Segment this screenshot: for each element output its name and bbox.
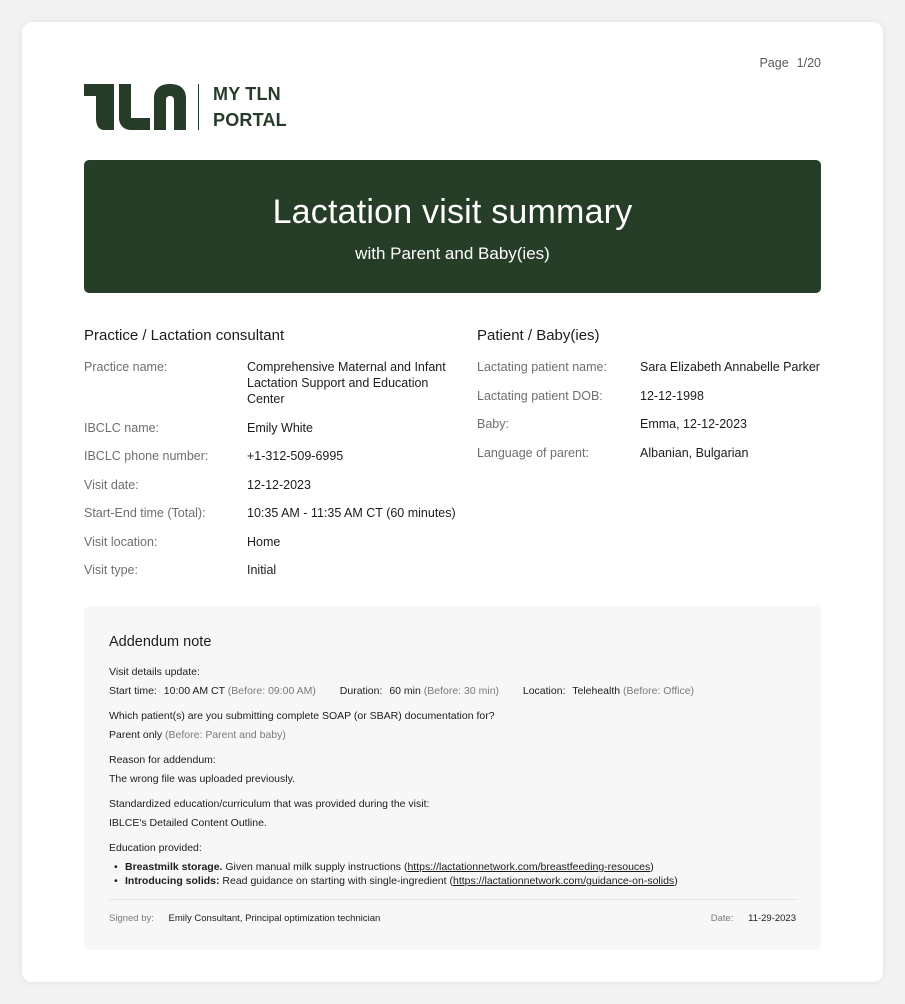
- curriculum-block: [109, 797, 799, 830]
- visit-update-label: Visit details update:: [109, 666, 200, 678]
- start-time-value: 10:00 AM CT: [163, 685, 225, 697]
- education-text: Read guidance on starting with single-ingredient: [222, 875, 447, 887]
- signed-date: [711, 913, 796, 924]
- field-label: Visit location:: [84, 534, 158, 549]
- field-label: Visit type:: [84, 563, 138, 577]
- field-row: [477, 359, 827, 375]
- location-value: Telehealth: [572, 685, 621, 697]
- portal-wordmark: [213, 81, 287, 133]
- field-value: Comprehensive Maternal and Infant Lactation Support and Education Center: [247, 360, 446, 406]
- signed-by: [109, 913, 380, 924]
- location-before: (Before: Office): [623, 685, 695, 697]
- field-label: Baby:: [477, 417, 509, 431]
- field-row: [84, 477, 464, 493]
- page-title: Lactation visit summary: [272, 193, 633, 231]
- duration-label: Duration:: [339, 685, 383, 697]
- summary-page: [22, 22, 883, 982]
- patients-label: Which patient(s) are you submitting complete SOAP (or SBAR) documentation for?: [109, 710, 495, 722]
- visit-update-values: [109, 684, 799, 698]
- curriculum-value: IBLCE's Detailed Content Outline.: [109, 817, 267, 829]
- addendum-body: [109, 665, 799, 899]
- patient-heading: Patient / Baby(ies): [477, 327, 600, 344]
- field-row: [84, 448, 464, 464]
- education-topic: Breastmilk storage.: [125, 861, 223, 873]
- page-subtitle: with Parent and Baby(ies): [355, 244, 550, 263]
- practice-heading: Practice / Lactation consultant: [84, 327, 285, 344]
- signed-date-value: 11-29-2023: [748, 913, 796, 924]
- logo-divider: [198, 84, 199, 130]
- education-link[interactable]: https://lactationnetwork.com/guidance-on-solids: [452, 875, 675, 887]
- education-link[interactable]: https://lactationnetwork.com/breastfeeding-resouces: [407, 861, 651, 873]
- field-row: [477, 388, 827, 404]
- start-time-before: (Before: 09:00 AM): [227, 685, 316, 697]
- signed-by-value: Emily Consultant, Principal optimization technician: [168, 913, 381, 924]
- field-row: [84, 359, 464, 407]
- field-label: IBCLC phone number:: [84, 449, 209, 463]
- field-value: 10:35 AM - 11:35 AM CT (60 minutes): [247, 506, 456, 520]
- field-row: [84, 562, 464, 578]
- field-row: [84, 420, 464, 436]
- patients-values: [109, 728, 799, 742]
- page-number: 1/20: [796, 56, 821, 70]
- field-value: Sara Elizabeth Annabelle Parker: [640, 360, 820, 374]
- field-row: [84, 505, 464, 521]
- field-label: Visit date:: [84, 477, 139, 492]
- field-label: Practice name:: [84, 360, 168, 374]
- field-label: Language of parent:: [477, 445, 589, 460]
- education-list: [109, 860, 799, 888]
- field-value: 12-12-1998: [640, 388, 704, 403]
- wordmark-line-1: MY TLN: [213, 84, 281, 104]
- curriculum-label: Standardized education/curriculum that was provided during the visit:: [109, 798, 430, 810]
- list-item: • Introducing solids: Read guidance on starting with single-ingredient (https://lactationnetwork.com/guidance-on-solids): [109, 874, 799, 888]
- signed-date-label: Date:: [710, 913, 734, 924]
- field-value: Emily White: [247, 420, 313, 435]
- field-value: +1-312-509-6995: [247, 449, 344, 463]
- field-value: 12-12-2023: [247, 477, 311, 492]
- patients-block: [109, 709, 799, 742]
- signed-by-label: Signed by:: [109, 913, 154, 924]
- practice-details: [84, 359, 464, 591]
- field-row: [477, 416, 827, 432]
- field-row: [477, 445, 827, 461]
- education-text: Given manual milk supply instructions: [225, 861, 402, 873]
- field-value: Emma, 12-12-2023: [640, 417, 748, 431]
- location-label: Location:: [522, 685, 566, 697]
- education-topic: Introducing solids:: [125, 875, 220, 887]
- patient-details: [477, 359, 827, 473]
- title-banner: [84, 160, 821, 293]
- start-time-label: Start time:: [109, 685, 157, 697]
- field-value: Home: [247, 534, 281, 549]
- reason-value: The wrong file was uploaded previously.: [109, 773, 295, 785]
- page-indicator: [759, 56, 821, 70]
- reason-label: Reason for addendum:: [109, 754, 216, 766]
- list-item: • Breastmilk storage. Given manual milk supply instructions (https://lactationnetwork.com/breastfeeding-resouces): [109, 860, 799, 874]
- patients-value: Parent only: [109, 729, 163, 741]
- wordmark-line-2: PORTAL: [213, 110, 287, 130]
- field-value: Initial: [247, 563, 277, 577]
- signature-divider: [109, 899, 796, 900]
- page-label: Page: [759, 56, 789, 70]
- education-block: [109, 841, 799, 888]
- field-label: Lactating patient name:: [477, 360, 607, 374]
- duration-value: 60 min: [389, 685, 421, 697]
- field-label: IBCLC name:: [84, 420, 160, 435]
- addendum-title: Addendum note: [109, 634, 212, 650]
- brand-logo: [84, 84, 287, 130]
- duration-before: (Before: 30 min): [423, 685, 500, 697]
- tln-logo-icon: [84, 84, 186, 130]
- field-label: Lactating patient DOB:: [477, 388, 603, 403]
- reason-block: [109, 753, 799, 786]
- field-row: [84, 534, 464, 550]
- addendum-panel: [84, 606, 821, 950]
- education-label: Education provided:: [109, 842, 202, 854]
- visit-update-block: [109, 665, 799, 698]
- field-value: Albanian, Bulgarian: [640, 445, 749, 460]
- field-label: Start-End time (Total):: [84, 506, 206, 520]
- patients-before: (Before: Parent and baby): [165, 729, 286, 741]
